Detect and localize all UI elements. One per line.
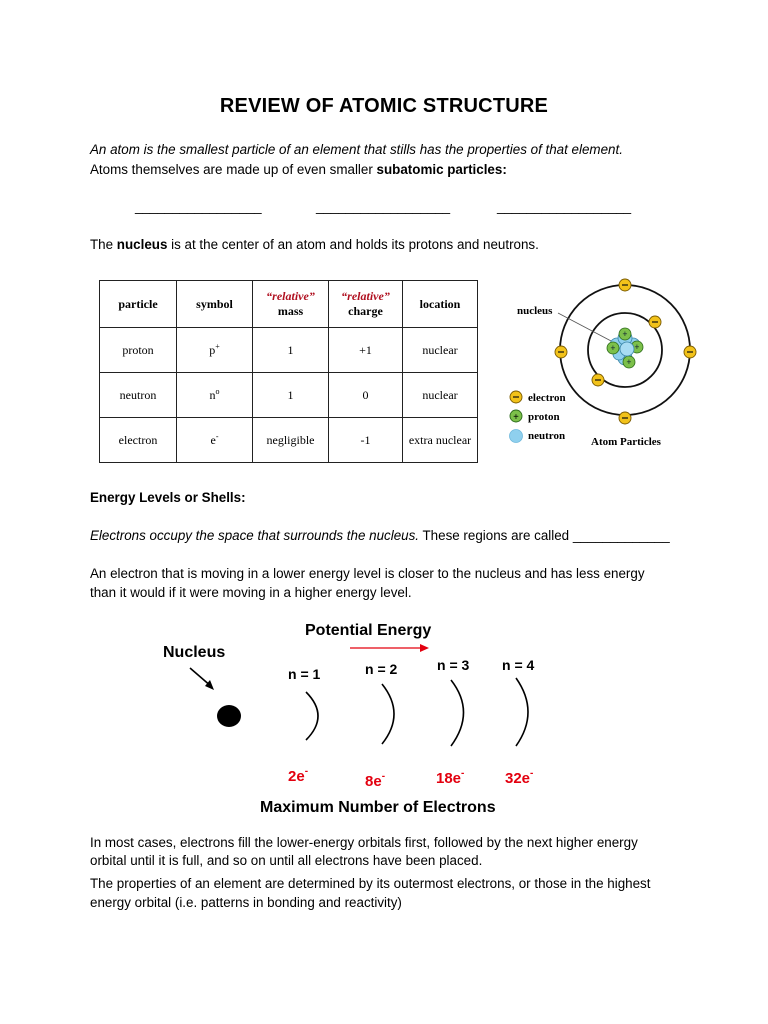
symbol-superscript: + (215, 342, 220, 351)
max-electrons-n3: 18e- (436, 768, 465, 787)
cell-symbol (177, 328, 253, 373)
header-particle: particle (100, 281, 177, 328)
cell-particle: electron (100, 418, 177, 463)
electron-top (619, 279, 631, 291)
electron-bottom (619, 412, 631, 424)
cell-charge: 0 (329, 373, 403, 418)
cell-location: extra nuclear (403, 418, 478, 463)
electron-inner-top-right (649, 316, 661, 328)
header-mass-label: mass (277, 304, 304, 318)
potential-energy-label: Potential Energy (305, 622, 432, 639)
shell-arc-1 (306, 692, 318, 740)
cell-particle: neutron (100, 373, 177, 418)
atom-definition-text: An atom is the smallest particle of an element that stills has the properties of that element. (90, 142, 623, 157)
cell-mass: 1 (253, 328, 329, 373)
subatomic-particle-table (99, 280, 478, 463)
header-symbol: symbol (177, 281, 253, 328)
atom-legend (510, 391, 662, 448)
max-electrons-title: Maximum Number of Electrons (260, 799, 496, 816)
legend-neutron-icon (510, 430, 523, 443)
level-label-n4: n = 4 (502, 657, 535, 673)
nucleus-cluster (607, 328, 643, 368)
cell-symbol (177, 418, 253, 463)
cell-mass: negligible (253, 418, 329, 463)
cell-mass: 1 (253, 373, 329, 418)
section-heading-energy (90, 489, 246, 507)
symbol-letter: e (210, 433, 216, 447)
table-header-row (100, 281, 478, 328)
symbol-letter: p (209, 343, 216, 357)
energy-heading-text: Energy Levels or Shells: (90, 490, 246, 505)
level-labels (288, 657, 535, 682)
intro-definition (90, 141, 623, 159)
energy-levels-diagram (150, 612, 610, 824)
header-mass-relative: “relative” (266, 289, 315, 303)
electrons-italic-text: Electrons occupy the space that surrounds the nucleus. (90, 528, 420, 543)
svg-text:+: + (610, 343, 616, 353)
nucleus-title: Nucleus (163, 644, 226, 661)
header-charge-relative: “relative” (341, 289, 390, 303)
shell-arc-2 (382, 684, 394, 744)
atom-particles-diagram (505, 270, 715, 452)
level-label-n3: n = 3 (437, 657, 470, 673)
answer-blank-1: _________________ (135, 199, 262, 214)
properties-line-1: The properties of an element are determined by its outermost electrons, or those in the highest (90, 876, 651, 891)
header-charge (329, 281, 403, 328)
most-cases-line-2: orbital until it is full, and so on until all electrons have been placed. (90, 853, 483, 868)
electrons-sentence (90, 527, 670, 545)
answer-blank-2: __________________ (316, 199, 451, 214)
shell-arc-3 (451, 680, 464, 746)
max-electrons-n2: 8e- (365, 771, 386, 790)
level-label-n2: n = 2 (365, 661, 398, 677)
cell-location: nuclear (403, 373, 478, 418)
nucleus-label: nucleus (517, 305, 553, 317)
cell-charge: +1 (329, 328, 403, 373)
intro-subatomic-text: Atoms themselves are made up of even smaller (90, 162, 377, 177)
cell-symbol (177, 373, 253, 418)
nucleus-sentence (90, 236, 539, 254)
svg-text:+: + (513, 412, 519, 423)
nucleus-sentence-post: is at the center of an atom and holds its protons and neutrons. (167, 237, 539, 252)
intro-subatomic (90, 161, 507, 179)
properties-line-2: energy orbital (i.e. patterns in bonding and reactivity) (90, 895, 402, 910)
max-electrons-n4: 32e- (505, 768, 534, 787)
symbol-superscript: - (215, 432, 219, 441)
electron-right (684, 346, 696, 358)
electron-left (555, 346, 567, 358)
lower-level-line-1: An electron that is moving in a lower energy level is closer to the nucleus and has less energy (90, 566, 645, 581)
legend-electron-label: electron (528, 392, 566, 404)
header-charge-label: charge (348, 304, 383, 318)
shell-arc-4 (516, 678, 528, 746)
symbol-superscript: o (215, 387, 220, 396)
lower-level-line-2: than it would if it were moving in a higher energy level. (90, 585, 412, 600)
legend-proton-label: proton (528, 411, 560, 423)
page-title: REVIEW OF ATOMIC STRUCTURE (219, 95, 549, 117)
header-location: location (403, 281, 478, 328)
nucleus-sentence-pre: The (90, 237, 117, 252)
electron-inner-bottom-left (592, 374, 604, 386)
table-row (100, 418, 478, 463)
svg-text:+: + (626, 357, 632, 367)
max-electrons-n1: 2e- (288, 766, 309, 785)
atom-particles-caption: Atom Particles (591, 436, 661, 448)
table-row (100, 328, 478, 373)
cell-location: nuclear (403, 328, 478, 373)
level-label-n1: n = 1 (288, 666, 321, 682)
subatomic-particles-term: subatomic particles: (376, 162, 507, 177)
table-row (100, 373, 478, 418)
header-mass (253, 281, 329, 328)
shell-arcs (306, 678, 528, 746)
svg-text:+: + (634, 342, 640, 352)
nucleus-term: nucleus (116, 237, 168, 252)
legend-neutron-label: neutron (528, 430, 566, 442)
symbol-letter: n (209, 388, 216, 402)
nucleus-pointer-line (558, 313, 613, 342)
svg-text:+: + (622, 329, 628, 339)
cell-charge: -1 (329, 418, 403, 463)
cell-particle: proton (100, 328, 177, 373)
electrons-post-text: These regions are called _____________ (419, 528, 670, 543)
max-electron-labels (288, 766, 533, 790)
most-cases-line-1: In most cases, electrons fill the lower-energy orbitals first, followed by the next higher energy (90, 835, 638, 850)
nucleus-dot (217, 705, 241, 727)
answer-blank-3: __________________ (497, 199, 632, 214)
